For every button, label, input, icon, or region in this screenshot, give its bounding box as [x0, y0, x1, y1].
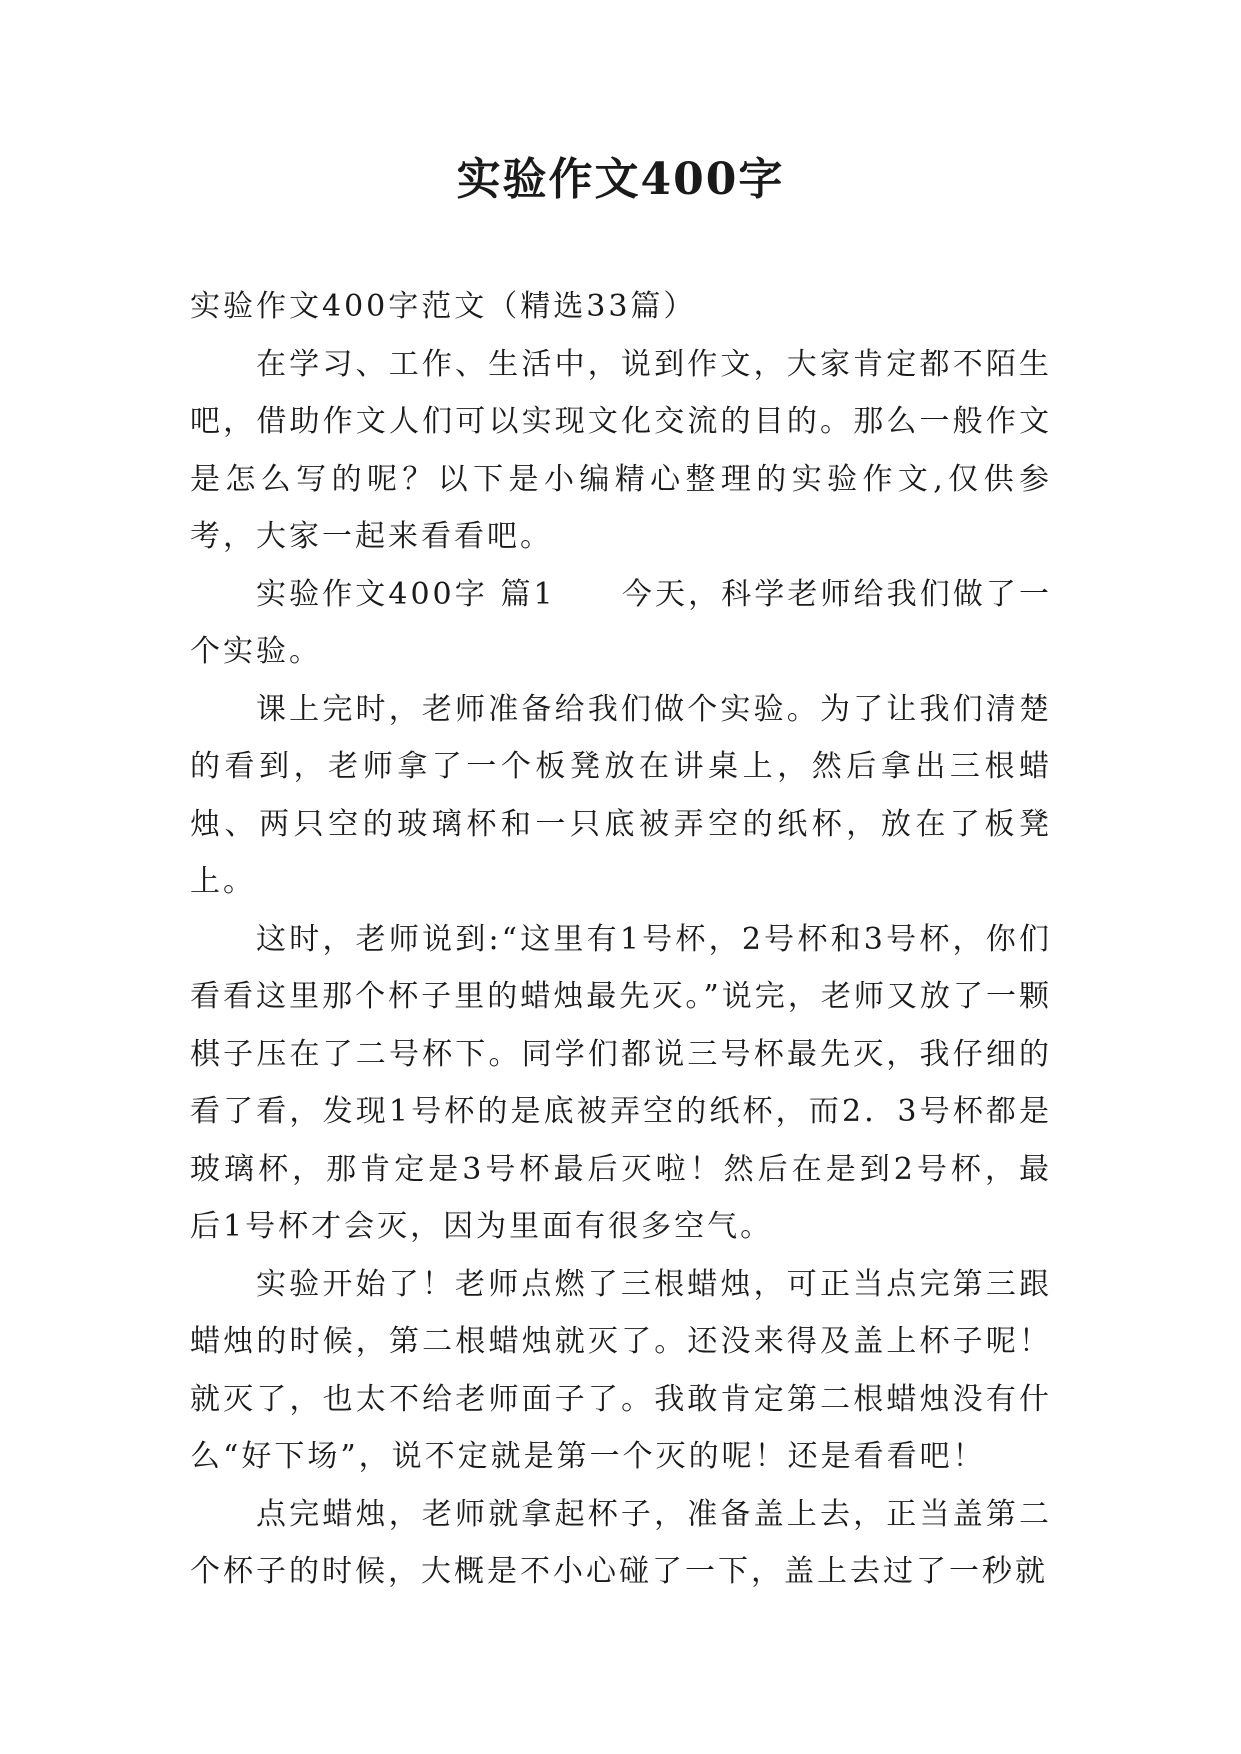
- paragraph: 点完蜡烛，老师就拿起杯子，准备盖上去，正当盖第二个杯子的时候，大概是不小心碰了一下，盖上去过了一秒就: [190, 1496, 1052, 1589]
- document-subtitle: 实验作文400字范文（精选33篇）: [190, 289, 697, 324]
- paragraph: 实验开始了！老师点燃了三根蜡烛，可正当点完第三跟蜡烛的时候，第二根蜡烛就灭了。还没来得及盖上杯子呢！就灭了，也太不给老师面子了。我敢肯定第二根蜡烛没有什么“好下场”，说不定就是第一个灭的呢！还是看看吧！: [190, 1266, 1052, 1474]
- paragraph: 这时，老师说到:“这里有1号杯，2号杯和3号杯，你们看看这里那个杯子里的蜡烛最先灭。”说完，老师又放了一颗棋子压在了二号杯下。同学们都说三号杯最先灭，我仔细的看了看，发现1号杯的是底被弄空的纸杯，而2．3号杯都是玻璃杯，那肯定是3号杯最后灭啦！然后在是到2号杯，最后1号杯才会灭，因为里面有很多空气。: [190, 921, 1052, 1244]
- document-body: [190, 278, 1052, 1601]
- document-title: 实验作文400字: [456, 154, 785, 205]
- paragraph-intro: 在学习、工作、生活中，说到作文，大家肯定都不陌生吧，借助作文人们可以实现文化交流的目的。那么一般作文是怎么写的呢？以下是小编精心整理的实验作文,仅供参考，大家一起来看看吧。: [190, 346, 1052, 554]
- paragraph-essay-heading: 实验作文400字 篇1 今天，科学老师给我们做了一个实验。: [190, 576, 1052, 669]
- paragraph: 课上完时，老师准备给我们做个实验。为了让我们清楚的看到，老师拿了一个板凳放在讲桌上，然后拿出三根蜡烛、两只空的玻璃杯和一只底被弄空的纸杯，放在了板凳上。: [190, 691, 1052, 899]
